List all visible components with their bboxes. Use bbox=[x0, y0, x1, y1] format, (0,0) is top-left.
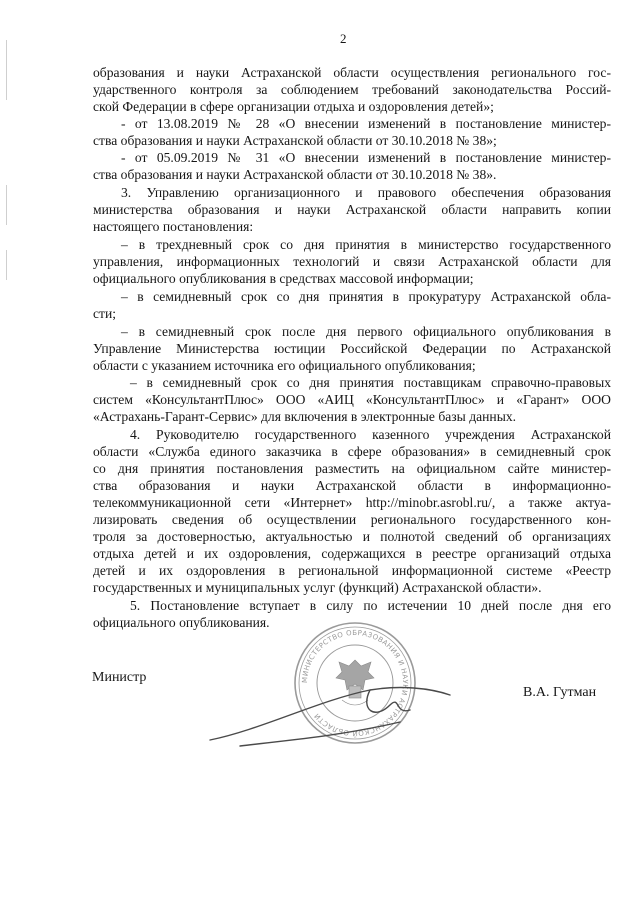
text-line: министерства образования и науки Астраханской области направить копии bbox=[93, 202, 611, 217]
text-line: – в трехдневный срок со дня принятия в министерство государственного bbox=[121, 237, 611, 252]
signature-name: В.А. Гутман bbox=[523, 685, 597, 700]
text-line: ства образования и науки Астраханской области от 30.10.2018 № 38»; bbox=[93, 133, 497, 148]
text-line: детей и их оздоровления в региональной информационной системе «Реестр bbox=[93, 563, 611, 578]
text-line: ской Федерации в сфере организации отдыха и оздоровления детей»; bbox=[93, 99, 494, 114]
signature-position: Министр bbox=[92, 670, 147, 685]
page-number: 2 bbox=[340, 31, 347, 46]
text-line: настоящего постановления: bbox=[93, 219, 254, 234]
text-line: – в семидневный срок после дня первого официального опубликования в bbox=[121, 324, 611, 339]
scan-margin-mark bbox=[6, 40, 7, 100]
text-line: телекоммуникационной сети «Интернет» http://minobr.asrobl.ru/, а также актуа- bbox=[93, 495, 611, 510]
text-line: «Астрахань-Гарант-Сервис» для включения в электронные базы данных. bbox=[93, 409, 517, 424]
handwritten-signature bbox=[200, 660, 500, 760]
text-line: области «Служба единого заказчика в сфере образования» в семидневный срок bbox=[93, 444, 611, 459]
text-line: - от 13.08.2019 № 28 «О внесении изменений в постановление министер- bbox=[121, 116, 611, 131]
text-line: государственных и муниципальных услуг (функций) Астраханской области». bbox=[93, 580, 542, 595]
text-line: 4. Руководителю государственного казенного учреждения Астраханской bbox=[130, 427, 611, 442]
text-line: области с указанием источника его официального опубликования; bbox=[93, 358, 476, 373]
scan-margin-mark bbox=[6, 185, 7, 225]
text-line: 3. Управлению организационного и правового обеспечения образования bbox=[121, 185, 611, 200]
text-line: сти; bbox=[93, 306, 117, 321]
text-line: со дня принятия постановления разместить на официальном сайте министер- bbox=[93, 461, 611, 476]
text-line: – в семидневный срок со дня принятия поставщикам справочно-правовых bbox=[130, 375, 611, 390]
text-line: официального опубликования в средствах массовой информации; bbox=[93, 271, 474, 286]
text-line: образования и науки Астраханской области осуществления регионального гос- bbox=[93, 65, 611, 80]
text-line: отдыха детей и их оздоровления, содержащихся в реестре организаций отдыха bbox=[93, 546, 611, 561]
text-line: официального опубликования. bbox=[93, 615, 270, 630]
scan-margin-mark bbox=[6, 250, 7, 280]
text-line: - от 05.09.2019 № 31 «О внесении изменений в постановление министер- bbox=[121, 150, 611, 165]
text-line: управления, информационных технологий и связи Астраханской области для bbox=[93, 254, 611, 269]
text-line: – в семидневный срок со дня принятия в прокуратуру Астраханской обла- bbox=[121, 289, 611, 304]
text-line: ударственного контроля за соблюдением требований законодательства Россий- bbox=[93, 82, 611, 97]
text-line: троля за достоверностью, актуальностью и полнотой сведений об организациях bbox=[93, 529, 611, 544]
text-line: лизировать сведения об осуществлении регионального государственного кон- bbox=[93, 512, 611, 527]
text-line: ства образования и науки Астраханской области в информационно- bbox=[93, 478, 611, 493]
text-line: ства образования и науки Астраханской области от 30.10.2018 № 38». bbox=[93, 167, 497, 182]
seal-ring-text: МИНИСТЕРСТВО ОБРАЗОВАНИЯ И НАУКИ АСТРАХАНСКОЙ ОБЛАСТИ bbox=[300, 628, 410, 738]
text-line: 5. Постановление вступает в силу по истечении 10 дней после дня его bbox=[130, 598, 611, 613]
text-line: Управление Министерства юстиции Российской Федерации по Астраханской bbox=[93, 341, 611, 356]
text-line: систем «КонсультантПлюс» ООО «АИЦ «КонсультантПлюс» и «Гарант» ООО bbox=[93, 392, 611, 407]
